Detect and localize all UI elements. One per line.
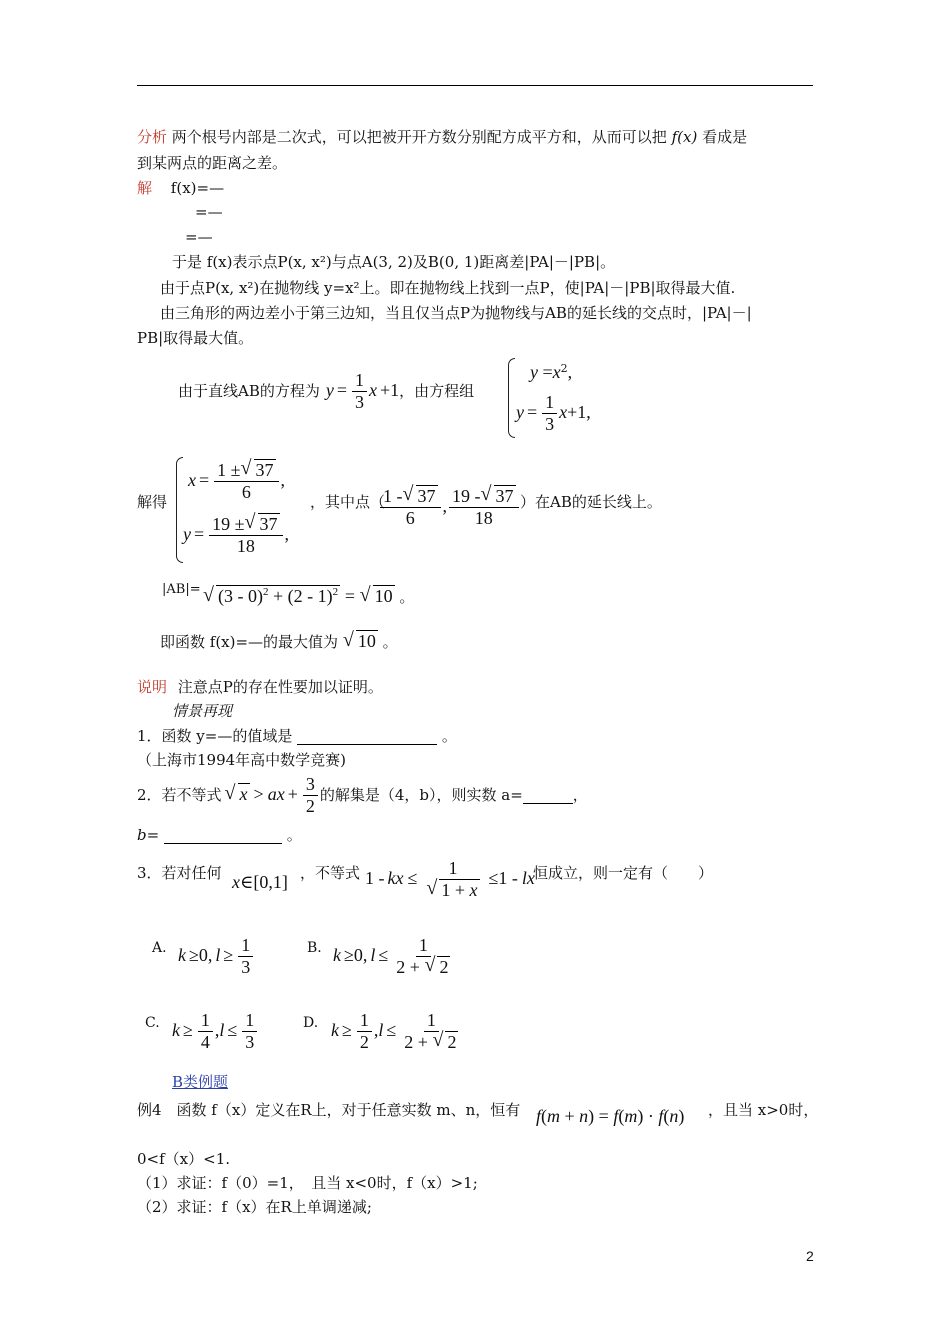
solution-eq-3: =— [185,228,213,246]
analysis-text-end: 看成是 [702,128,748,146]
formula-y: y [325,380,334,401]
problem-1 [137,727,457,745]
problem-2-pre: 2．若不等式 [137,786,222,805]
line-ab-equation [178,370,474,412]
note-text: 注意点P的存在性要加以证明。 [177,678,383,696]
problem-2-end: ， [572,786,588,805]
max-line [160,631,398,653]
section-title: 情景再现 [172,702,233,720]
problem-2-b-label: b= [137,826,160,844]
problem-3-end: 恒成立，则一定有（ ） [533,864,714,882]
problem-1-end: 。 [441,727,457,745]
example-4-end: ，且当 x>0时， [708,1101,819,1119]
example-4-line-3: （1）求证：f（0）=1， 且当 x<0时，f（x）>1; [137,1174,478,1192]
fraction-one-third: $\frac{1}{3}$ [352,370,367,412]
solve-mid: ，其中点（ [310,493,386,511]
line-ab-mid: ，由方程组 [399,382,475,401]
solution-line-1 [137,179,224,197]
problem-1-source: （上海市1994年高中数学竞赛) [137,751,347,769]
problem-2-blank-b [164,827,282,844]
analysis-line-2: 到某两点的距离之差。 [137,154,288,172]
problem-2-mid: 的解集是（4，b），则实数 a= [319,786,523,805]
solution-x: x = 1 ± √ 37 6 , [188,457,286,502]
example-4-line-2: 0<f（x）<1. [137,1150,231,1168]
formula-eq: = [336,380,348,401]
max-pre: 即函数 f(x)=—的最大值为 [160,633,339,651]
solution-line-p3: 由三角形的两边差小于第三边知，当且仅当点P为抛物线与AB的延长线的交点时，|PA|－| [160,304,752,322]
example-4-pre: 例4 函数 f（x）定义在R上，对于任意实数 m、n，恒有 [137,1101,521,1119]
solution-line-p2: 由于点P(x, x²)在抛物线 y=x²上。即在抛物线上找到一点P，使|PA|－|PB|取得最大值. [160,279,736,297]
option-b-formula: k ≥0, l ≤ 1 2 + √ 2 [333,935,449,977]
formula-plus-one: +1 [380,380,400,401]
analysis-fx: f(x) [671,128,698,146]
option-b-label: B. [307,940,322,956]
ab-len-formula: √ (3 - 0)$^2$ + (2 - 1)$^2$ = √ 10 。 [203,584,415,606]
example-4-equation: f(m + n) = f(m) · f(n) [536,1106,685,1126]
system-eq-1: $y =x^2$, [530,362,573,382]
class-b-link[interactable]: B类例题 [172,1073,229,1091]
solution-eq-2: =— [195,203,223,221]
problem-2-b [137,826,302,844]
solve-end: ）在AB的延长线上。 [520,493,662,511]
problem-2-blank-a [523,787,573,804]
option-a-label: A. [152,940,167,956]
system-brace [508,358,515,438]
line-ab-pre: 由于直线AB的方程为 [178,382,320,401]
system-eq-2: y = $\frac{1}{3}$ x +1, [516,392,591,434]
analysis-label: 分析 [137,128,168,146]
solution-label: 解 [137,179,153,197]
problem-3-mid: ，不等式 [300,864,361,882]
problem-3-domain: x∈[0,1] [232,872,288,892]
page-number: 2 [806,1248,814,1264]
problem-3-pre: 3．若对任何 [137,864,222,882]
sqrt-10: √ 10 [342,629,376,651]
analysis-line-1 [137,128,747,146]
problem-1-text: 1．函数 y=—的值域是 [137,727,293,745]
option-d-formula: k ≥ $\frac{1}{2}$ , l ≤ 1 2 + √ 2 [331,1010,457,1052]
note-line [137,678,383,696]
header-rule [137,85,813,86]
solution-line-p1: 于是 f(x)表示点P(x, x²)与点A(3, 2)及B(0, 1)距离差|PA|－|PB|。 [172,253,616,271]
note-label: 说明 [137,678,168,696]
ab-len-label: |AB|= [162,582,201,597]
example-4-line-4: （2）求证：f（x）在R上单调递减; [137,1198,372,1216]
solution-y: y = 19 ± √ 37 18 , [183,511,290,556]
problem-2: 2．若不等式 √ x > ax + $\frac{3}{2}$ 的解集是（4，b），则实数 a= ， [137,774,588,816]
solve-pre: 解得 [137,493,168,511]
option-d-label: D. [303,1015,319,1031]
problem-3-inequality: 1 - kx ≤ 1 √ 1 + x ≤1 - lx [365,858,535,900]
option-a-formula: k ≥0, l ≥ $\frac{1}{3}$ [178,935,255,977]
option-c-label: C. [145,1015,160,1031]
analysis-text: 两个根号内部是二次式，可以把被开开方数分别配方成平方和，从而可以把 [171,128,667,146]
formula-x: x [369,380,378,401]
option-c-formula: k ≥ $\frac{1}{4}$ , l ≤ $\frac{1}{3}$ [172,1010,259,1052]
solution-brace [176,457,183,563]
problem-2-b-end: 。 [286,826,302,844]
problem-1-blank [297,728,437,745]
max-end: 。 [382,633,398,651]
solution-fx-eq: f(x)=— [170,179,225,197]
midpoint-coords: 1 - √ 37 6 , 19 - √ 37 18 [378,486,521,528]
solution-line-p4: PB|取得最大值。 [137,329,254,347]
